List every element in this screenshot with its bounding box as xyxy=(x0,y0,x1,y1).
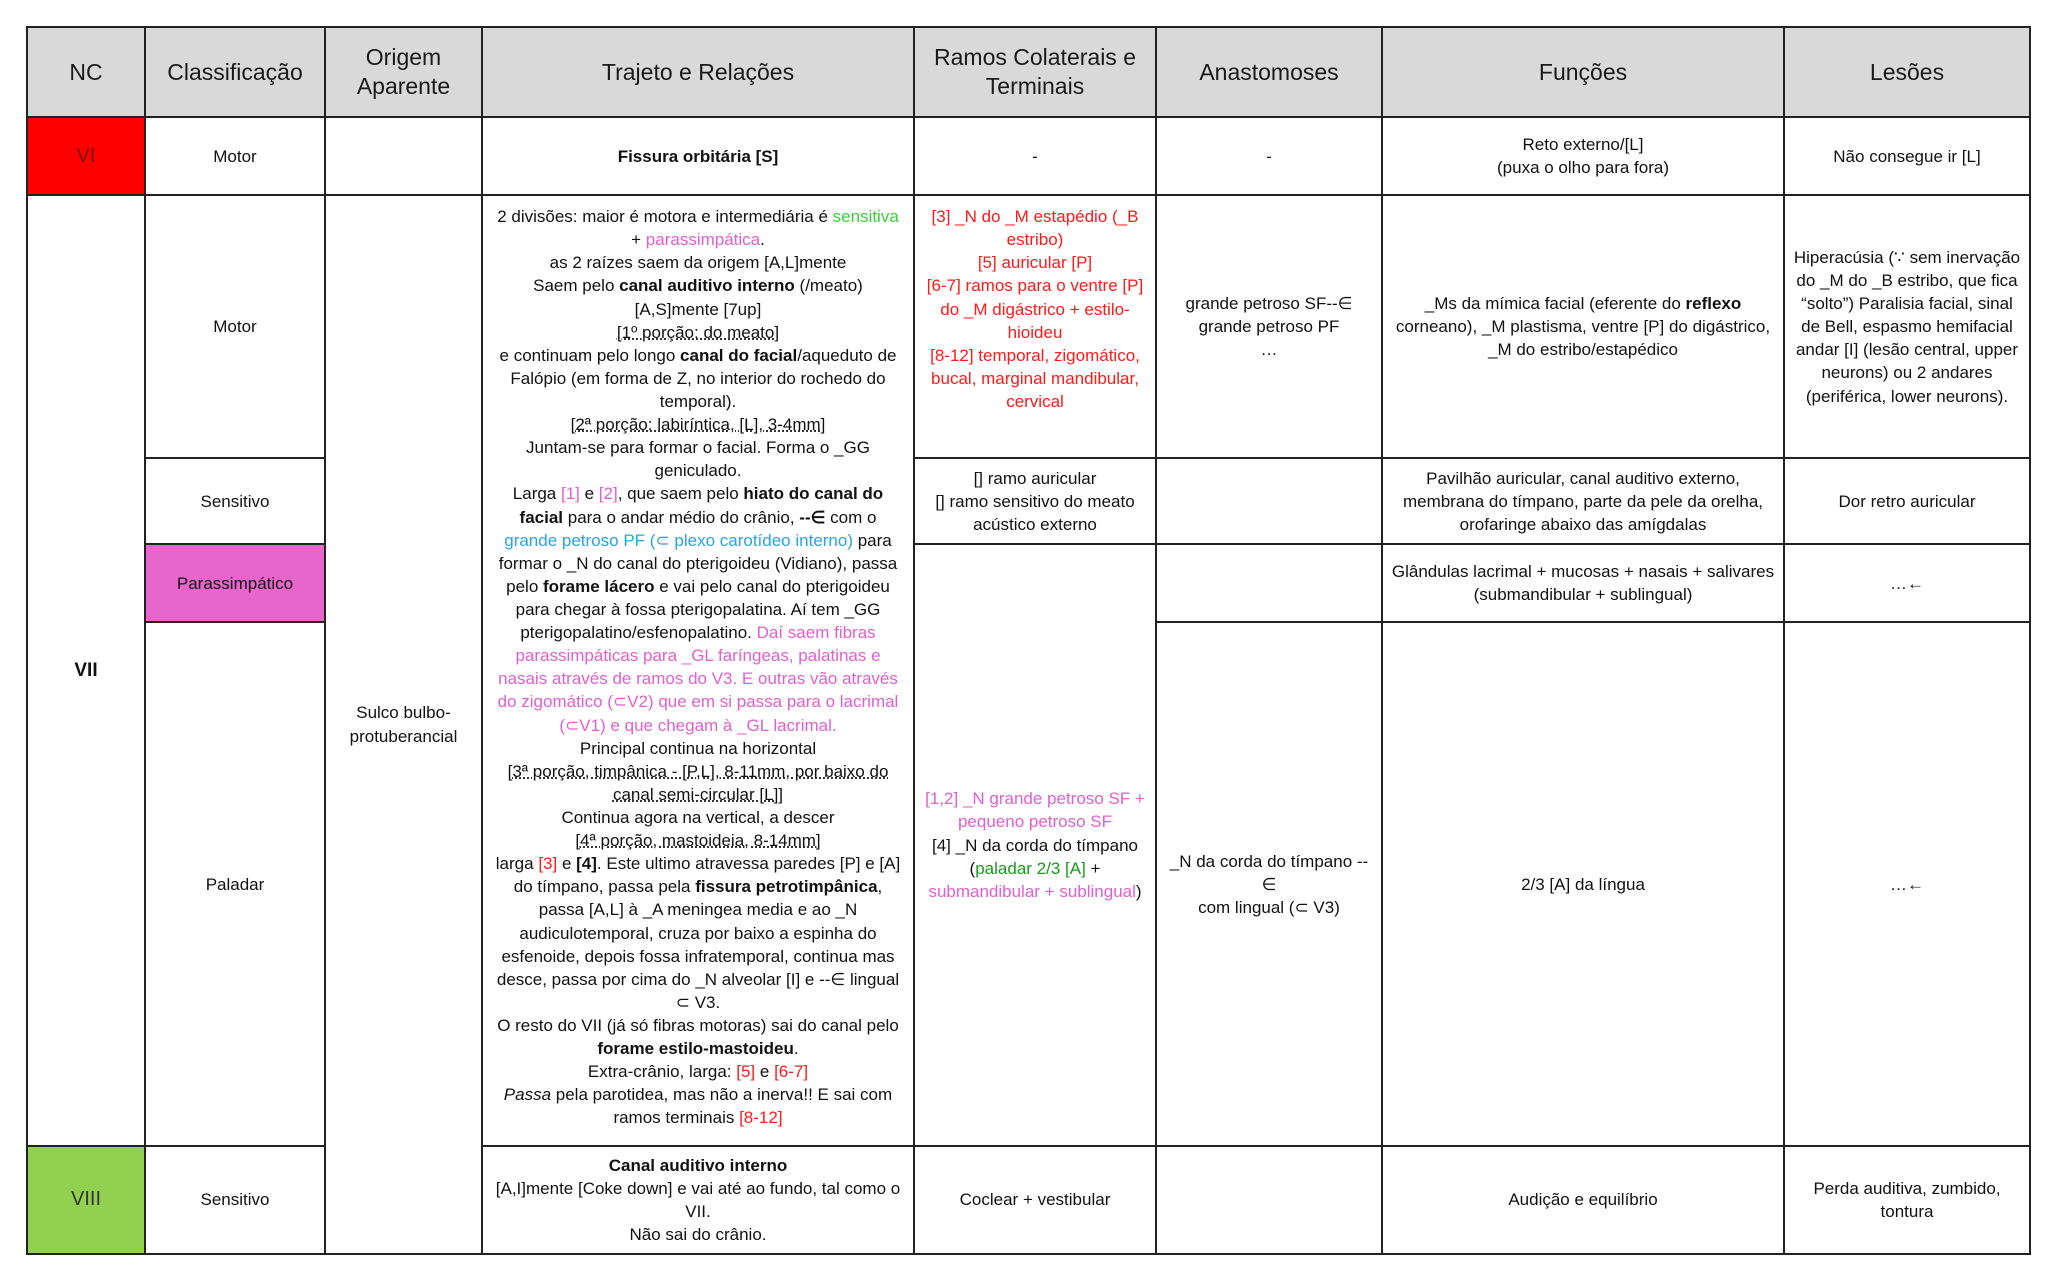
anastomoses-vii-sensitivo xyxy=(1156,458,1382,544)
trajeto-text: Saem pelo xyxy=(533,276,620,296)
trajeto-ref: [3] xyxy=(538,854,558,874)
ramo-item: [] ramo sensitivo do meato acústico externo xyxy=(935,491,1135,534)
trajeto-text: . Este ultimo atravessa paredes [P] e [A] do tímpano, passa pela xyxy=(513,854,901,897)
row-vi xyxy=(27,117,2030,195)
anastomoses-vi: - xyxy=(1156,117,1382,195)
trajeto-vii xyxy=(482,195,914,1146)
ramo-item: ) xyxy=(1135,881,1142,901)
trajeto-text: as 2 raízes saem da origem [A,L]mente xyxy=(549,253,847,273)
ramos-vi: - xyxy=(914,117,1156,195)
header-anastomoses: Anastomoses xyxy=(1156,27,1382,117)
trajeto-text: Passa xyxy=(503,1085,552,1105)
classificacao-vii-parassimpatico: Parassimpático xyxy=(145,544,325,622)
trajeto-text: Continua agora na vertical, a descer xyxy=(561,807,835,827)
lesoes-vii-motor: Hiperacúsia (∵ sem inervação do _M do _B estribo, que fica “solto”) Paralisia facial, sinal de Bell, espasmo hemifacial andar [I] (lesão central, upper neurons) ou 2 andares (periférica, lower neurons). xyxy=(1784,195,2030,458)
cranial-nerves-table xyxy=(26,26,2031,1255)
trajeto-text: pela parotidea, mas não a inerva!! E sai com ramos terminais xyxy=(551,1085,893,1128)
nc-viii: VIII xyxy=(27,1146,145,1254)
trajeto-text: canal do facial xyxy=(680,345,798,365)
trajeto-porcao-3: [3ª porção, timpânica - [P,L], 8-11mm, por baixo do canal semi-circular [L]] xyxy=(507,761,889,804)
trajeto-text: , passa [A,L] à _A meningea media e ao _N audiculotemporal, cruza por baixo a espinha do esfenoide, depois fossa infratemporal, continua mas desce, passa por cima do _N alveolar [I] e --∈ lingual ⊂ V3. xyxy=(496,877,900,1012)
funcao-text: corneano), _M plastisma, ventre [P] do digástrico, _M do estribo/estapédico xyxy=(1395,317,1771,360)
funcao-text: _Ms da mímica facial (eferente do xyxy=(1424,294,1686,314)
trajeto-ref: [6-7] xyxy=(774,1062,809,1082)
trajeto-vi xyxy=(482,117,914,195)
trajeto-text: fissura petrotimpânica xyxy=(695,877,878,897)
funcoes-vii-parassimpatico: Glândulas lacrimal + mucosas + nasais + salivares (submandibular + sublingual) xyxy=(1382,544,1784,622)
classificacao-vii-paladar: Paladar xyxy=(145,622,325,1145)
trajeto-text: com o xyxy=(825,507,877,527)
trajeto-vi-text: Fissura orbitária [S] xyxy=(617,146,779,166)
trajeto-text: e continuam pelo longo xyxy=(499,345,681,365)
header-lesoes: Lesões xyxy=(1784,27,2030,117)
header-classificacao: Classificação xyxy=(145,27,325,117)
funcoes-viii: Audição e equilíbrio xyxy=(1382,1146,1784,1254)
funcao-text: reflexo xyxy=(1685,294,1742,314)
header-nc: NC xyxy=(27,27,145,117)
ramos-viii: Coclear + vestibular xyxy=(914,1146,1156,1254)
trajeto-text: e xyxy=(579,484,599,504)
trajeto-text: grande petroso PF (⊂ plexo carotídeo interno) xyxy=(504,530,853,550)
funcoes-vi-1: Reto externo/[L] xyxy=(1522,134,1644,154)
trajeto-porcao-4: [4ª porção, mastoideia, 8-14mm] xyxy=(575,831,821,851)
origem-vi xyxy=(325,117,482,195)
trajeto-text: para formar o _N do canal do pterigoideu (Vidiano), passa pelo xyxy=(498,530,898,596)
origem-vii-viii: Sulco bulbo-protuberancial xyxy=(325,195,482,1254)
trajeto-text: + xyxy=(631,230,646,250)
anastomose-item: … xyxy=(1260,340,1278,360)
ramo-item: + xyxy=(1085,858,1101,878)
ramo-item: submandibular + sublingual xyxy=(928,881,1136,901)
lesoes-vii-parassimpatico: …← xyxy=(1784,544,2030,622)
classificacao-vii-sensitivo: Sensitivo xyxy=(145,458,325,544)
trajeto-viii-title: Canal auditivo interno xyxy=(608,1155,788,1175)
trajeto-text: hiato do canal do facial xyxy=(519,484,884,527)
trajeto-text: Extra-crânio, larga: xyxy=(587,1062,737,1082)
trajeto-viii-text: [A,I]mente [Coke down] e vai até ao fundo, tal como o VII. xyxy=(495,1178,901,1221)
anastomoses-vii-paladar xyxy=(1156,622,1382,1145)
anastomose-item: com lingual (⊂ V3) xyxy=(1198,897,1340,917)
ramos-vii-sensitivo xyxy=(914,458,1156,544)
funcoes-vi xyxy=(1382,117,1784,195)
funcoes-vii-sensitivo: Pavilhão auricular, canal auditivo externo, membrana do tímpano, parte da pele da orelha, orofaringe abaixo das amígdalas xyxy=(1382,458,1784,544)
header-trajeto: Trajeto e Relações xyxy=(482,27,914,117)
trajeto-text: --∈ xyxy=(799,507,826,527)
trajeto-porcao-1: [1º porção: do meato] xyxy=(616,322,780,342)
trajeto-text: e vai pelo canal do pterigoideu para chegar à fossa pterigopalatina. Aí tem _GG pterigopalatino/esfenopalatino. xyxy=(515,576,890,643)
trajeto-text: e xyxy=(557,854,577,874)
trajeto-text: (/meato) [A,S]mente [7up] xyxy=(634,276,863,319)
trajeto-text: . xyxy=(760,230,765,250)
trajeto-text: . xyxy=(793,1039,799,1059)
trajeto-text: sensitiva xyxy=(832,207,899,227)
row-vii-motor xyxy=(27,195,2030,458)
funcoes-vii-paladar: 2/3 [A] da língua xyxy=(1382,622,1784,1145)
trajeto-text: parassimpática xyxy=(645,230,761,250)
trajeto-ref: [4] xyxy=(576,854,597,874)
ramo-item: paladar 2/3 [A] xyxy=(975,858,1086,878)
lesoes-viii: Perda auditiva, zumbido, tontura xyxy=(1784,1146,2030,1254)
classificacao-vii-motor: Motor xyxy=(145,195,325,458)
trajeto-text: Larga xyxy=(512,484,561,504)
trajeto-text: para o andar médio do crânio, xyxy=(563,507,800,527)
nc-vi: VI xyxy=(27,117,145,195)
trajeto-text: /aqueduto de Falópio (em forma de Z, no interior do rochedo do temporal). xyxy=(510,345,897,411)
trajeto-ref: [5] xyxy=(736,1062,756,1082)
anastomoses-vii-parassimpatico xyxy=(1156,544,1382,622)
trajeto-text: 2 divisões: maior é motora e intermediária é xyxy=(497,207,833,227)
trajeto-ref: [1] xyxy=(560,484,580,504)
trajeto-text: Principal continua na horizontal xyxy=(579,738,817,758)
trajeto-viii-text: Não sai do crânio. xyxy=(629,1225,767,1245)
ramo-item: [4] _N da corda do tímpano ( xyxy=(931,835,1139,878)
trajeto-text: Juntam-se para formar o facial. Forma o _GG geniculado. xyxy=(526,438,870,481)
anastomose-item: grande petroso PF xyxy=(1198,317,1340,337)
ramos-vii-paladar xyxy=(914,544,1156,1145)
trajeto-ref: [2] xyxy=(598,484,618,504)
trajeto-text: O resto do VII (já só fibras motoras) sai do canal pelo xyxy=(497,1015,899,1035)
ramo-item: [6-7] ramos para o ventre [P] do _M digástrico + estilo-hioideu xyxy=(926,276,1144,342)
header-ramos: Ramos Colaterais e Terminais xyxy=(914,27,1156,117)
anastomose-item: grande petroso SF--∈ xyxy=(1185,294,1353,314)
ramo-item: [] ramo auricular xyxy=(973,468,1097,488)
ramo-item: [3] _N do _M estapédio (_B estribo) xyxy=(931,207,1139,250)
lesoes-vii-sensitivo: Dor retro auricular xyxy=(1784,458,2030,544)
trajeto-text: e xyxy=(755,1062,775,1082)
ramos-vii-motor xyxy=(914,195,1156,458)
trajeto-text: , que saem pelo xyxy=(617,484,744,504)
classificacao-viii: Sensitivo xyxy=(145,1146,325,1254)
header-origem: Origem Aparente xyxy=(325,27,482,117)
funcoes-vi-2: (puxa o olho para fora) xyxy=(1497,158,1669,178)
lesoes-vii-paladar: …← xyxy=(1784,622,2030,1145)
header-row xyxy=(27,27,2030,117)
trajeto-text: Daí saem fibras parassimpáticas para _GL faríngeas, palatinas e nasais através de ramos do V3. E outras vão através do zigomático (⊂V2) que em si passa para o lacrimal (⊂V1) e que chegam à _GL lacrimal. xyxy=(497,623,899,735)
ramo-item: [5] auricular [P] xyxy=(977,253,1093,273)
ramo-item: [1,2] _N grande petroso SF + pequeno petroso SF xyxy=(925,789,1145,832)
ramo-item: [8-12] temporal, zigomático, bucal, marginal mandibular, cervical xyxy=(930,345,1140,411)
trajeto-text: forame estilo-mastoideu xyxy=(597,1039,794,1059)
funcoes-vii-motor xyxy=(1382,195,1784,458)
trajeto-text: larga xyxy=(495,854,539,874)
anastomoses-vii-motor xyxy=(1156,195,1382,458)
nc-vii: VII xyxy=(27,195,145,1146)
header-funcoes: Funções xyxy=(1382,27,1784,117)
trajeto-ref: [8-12] xyxy=(739,1108,783,1128)
anastomose-item: _N da corda do tímpano --∈ xyxy=(1169,851,1369,894)
trajeto-porcao-2: [2ª porção: labiríntica, [L], 3-4mm] xyxy=(570,415,826,435)
classificacao-vi: Motor xyxy=(145,117,325,195)
anastomoses-viii xyxy=(1156,1146,1382,1254)
lesoes-vi: Não consegue ir [L] xyxy=(1784,117,2030,195)
trajeto-viii xyxy=(482,1146,914,1254)
trajeto-text: canal auditivo interno xyxy=(619,276,795,296)
trajeto-text: forame lácero xyxy=(543,576,655,596)
